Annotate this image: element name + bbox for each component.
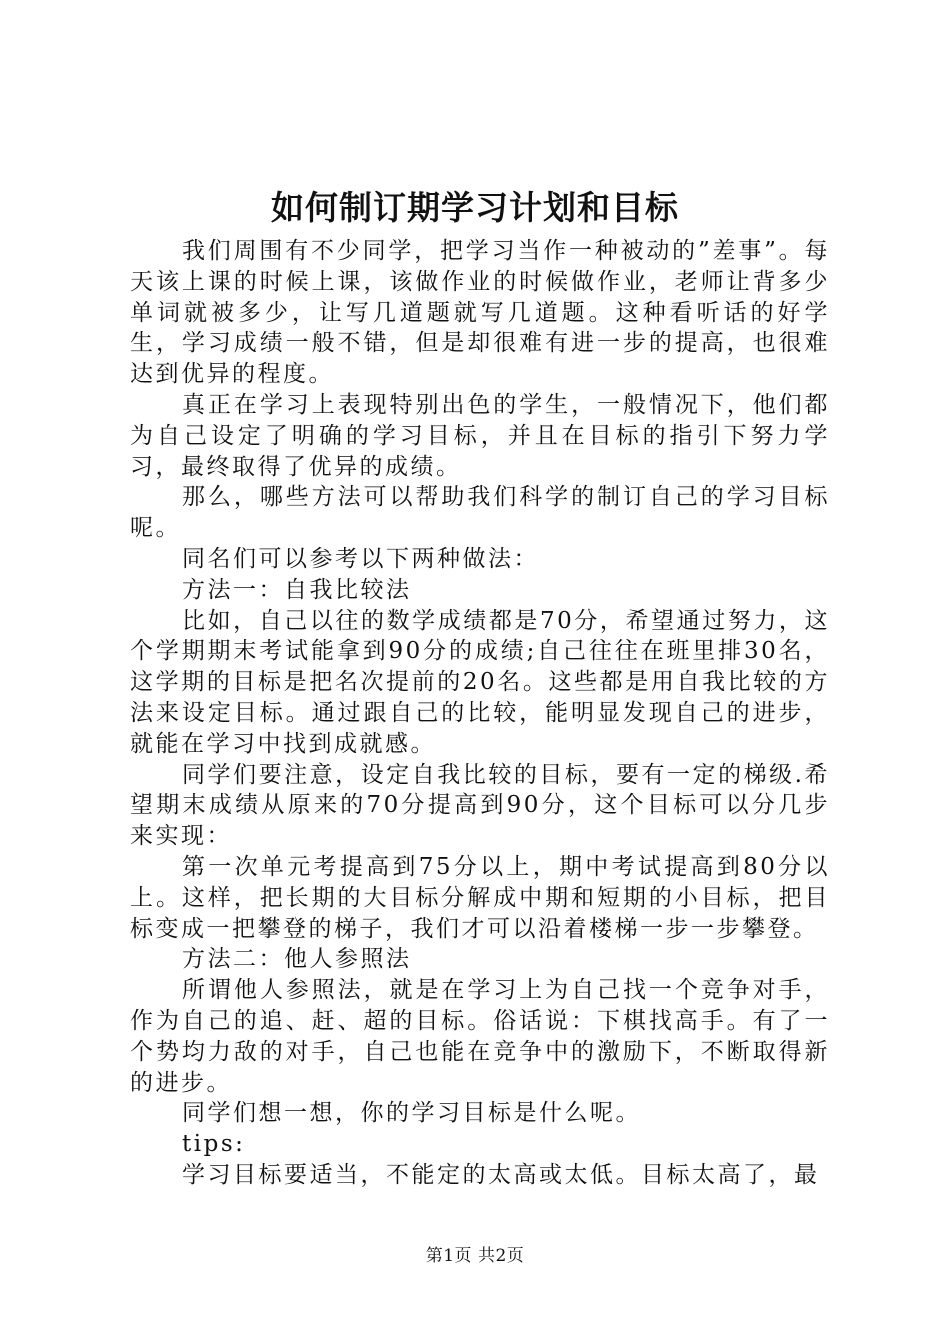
paragraph: 同学们想一想，你的学习目标是什么呢。 bbox=[182, 1100, 641, 1127]
paragraph: 我们周围有不少同学，把学习当作一种被动的”差事”。每天该上课的时候上课，该做作业的时候做作业，老师让背多少单词就被多少，让写几道题就写几道题。这种看听话的好学生，学习成绩一般不错，但是却很难有进一步的提高，也很难达到优异的程度。 bbox=[130, 238, 830, 388]
document-title: 如何制订期学习计划和目标 bbox=[271, 188, 679, 227]
paragraph: 学习目标要适当，不能定的太高或太低。目标太高了，最 bbox=[182, 1161, 820, 1188]
section-heading-method-two: 方法二：他人参照法 bbox=[182, 946, 412, 973]
paragraph: 同学们要注意，设定自我比较的目标，要有一定的梯级.希望期末成绩从原来的70分提高到90分，这个目标可以分几步来实现： bbox=[130, 761, 830, 850]
paragraph: 同名们可以参考以下两种做法： bbox=[182, 545, 539, 572]
paragraph: 真正在学习上表现特别出色的学生，一般情况下，他们都为自己设定了明确的学习目标，并且在目标的指引下努力学习，最终取得了优异的成绩。 bbox=[130, 391, 830, 480]
page-footer: 第1页 共2页 bbox=[425, 1246, 525, 1266]
paragraph: 比如，自己以往的数学成绩都是70分，希望通过努力，这个学期期末考试能拿到90分的成绩;自己往往在班里排30名，这学期的目标是把名次提前的20名。这些都是用自我比较的方法来设定目标。通过跟自己的比较，能明显发现自己的进步，就能在学习中找到成就感。 bbox=[130, 607, 830, 757]
paragraph: 第一次单元考提高到75分以上，期中考试提高到80分以上。这样，把长期的大目标分解成中期和短期的小目标，把目标变成一把攀登的梯子，我们才可以沿着楼梯一步一步攀登。 bbox=[130, 853, 830, 942]
section-heading-method-one: 方法一：自我比较法 bbox=[182, 576, 412, 603]
document-body bbox=[130, 236, 830, 1191]
paragraph: 那么，哪些方法可以帮助我们科学的制订自己的学习目标呢。 bbox=[130, 484, 830, 542]
tips-label: tips: bbox=[182, 1131, 246, 1158]
paragraph: 所谓他人参照法，就是在学习上为自己找一个竞争对手，作为自己的追、赶、超的目标。俗话说：下棋找高手。有了一个势均力敌的对手，自己也能在竞争中的激励下，不断取得新的进步。 bbox=[130, 977, 830, 1096]
